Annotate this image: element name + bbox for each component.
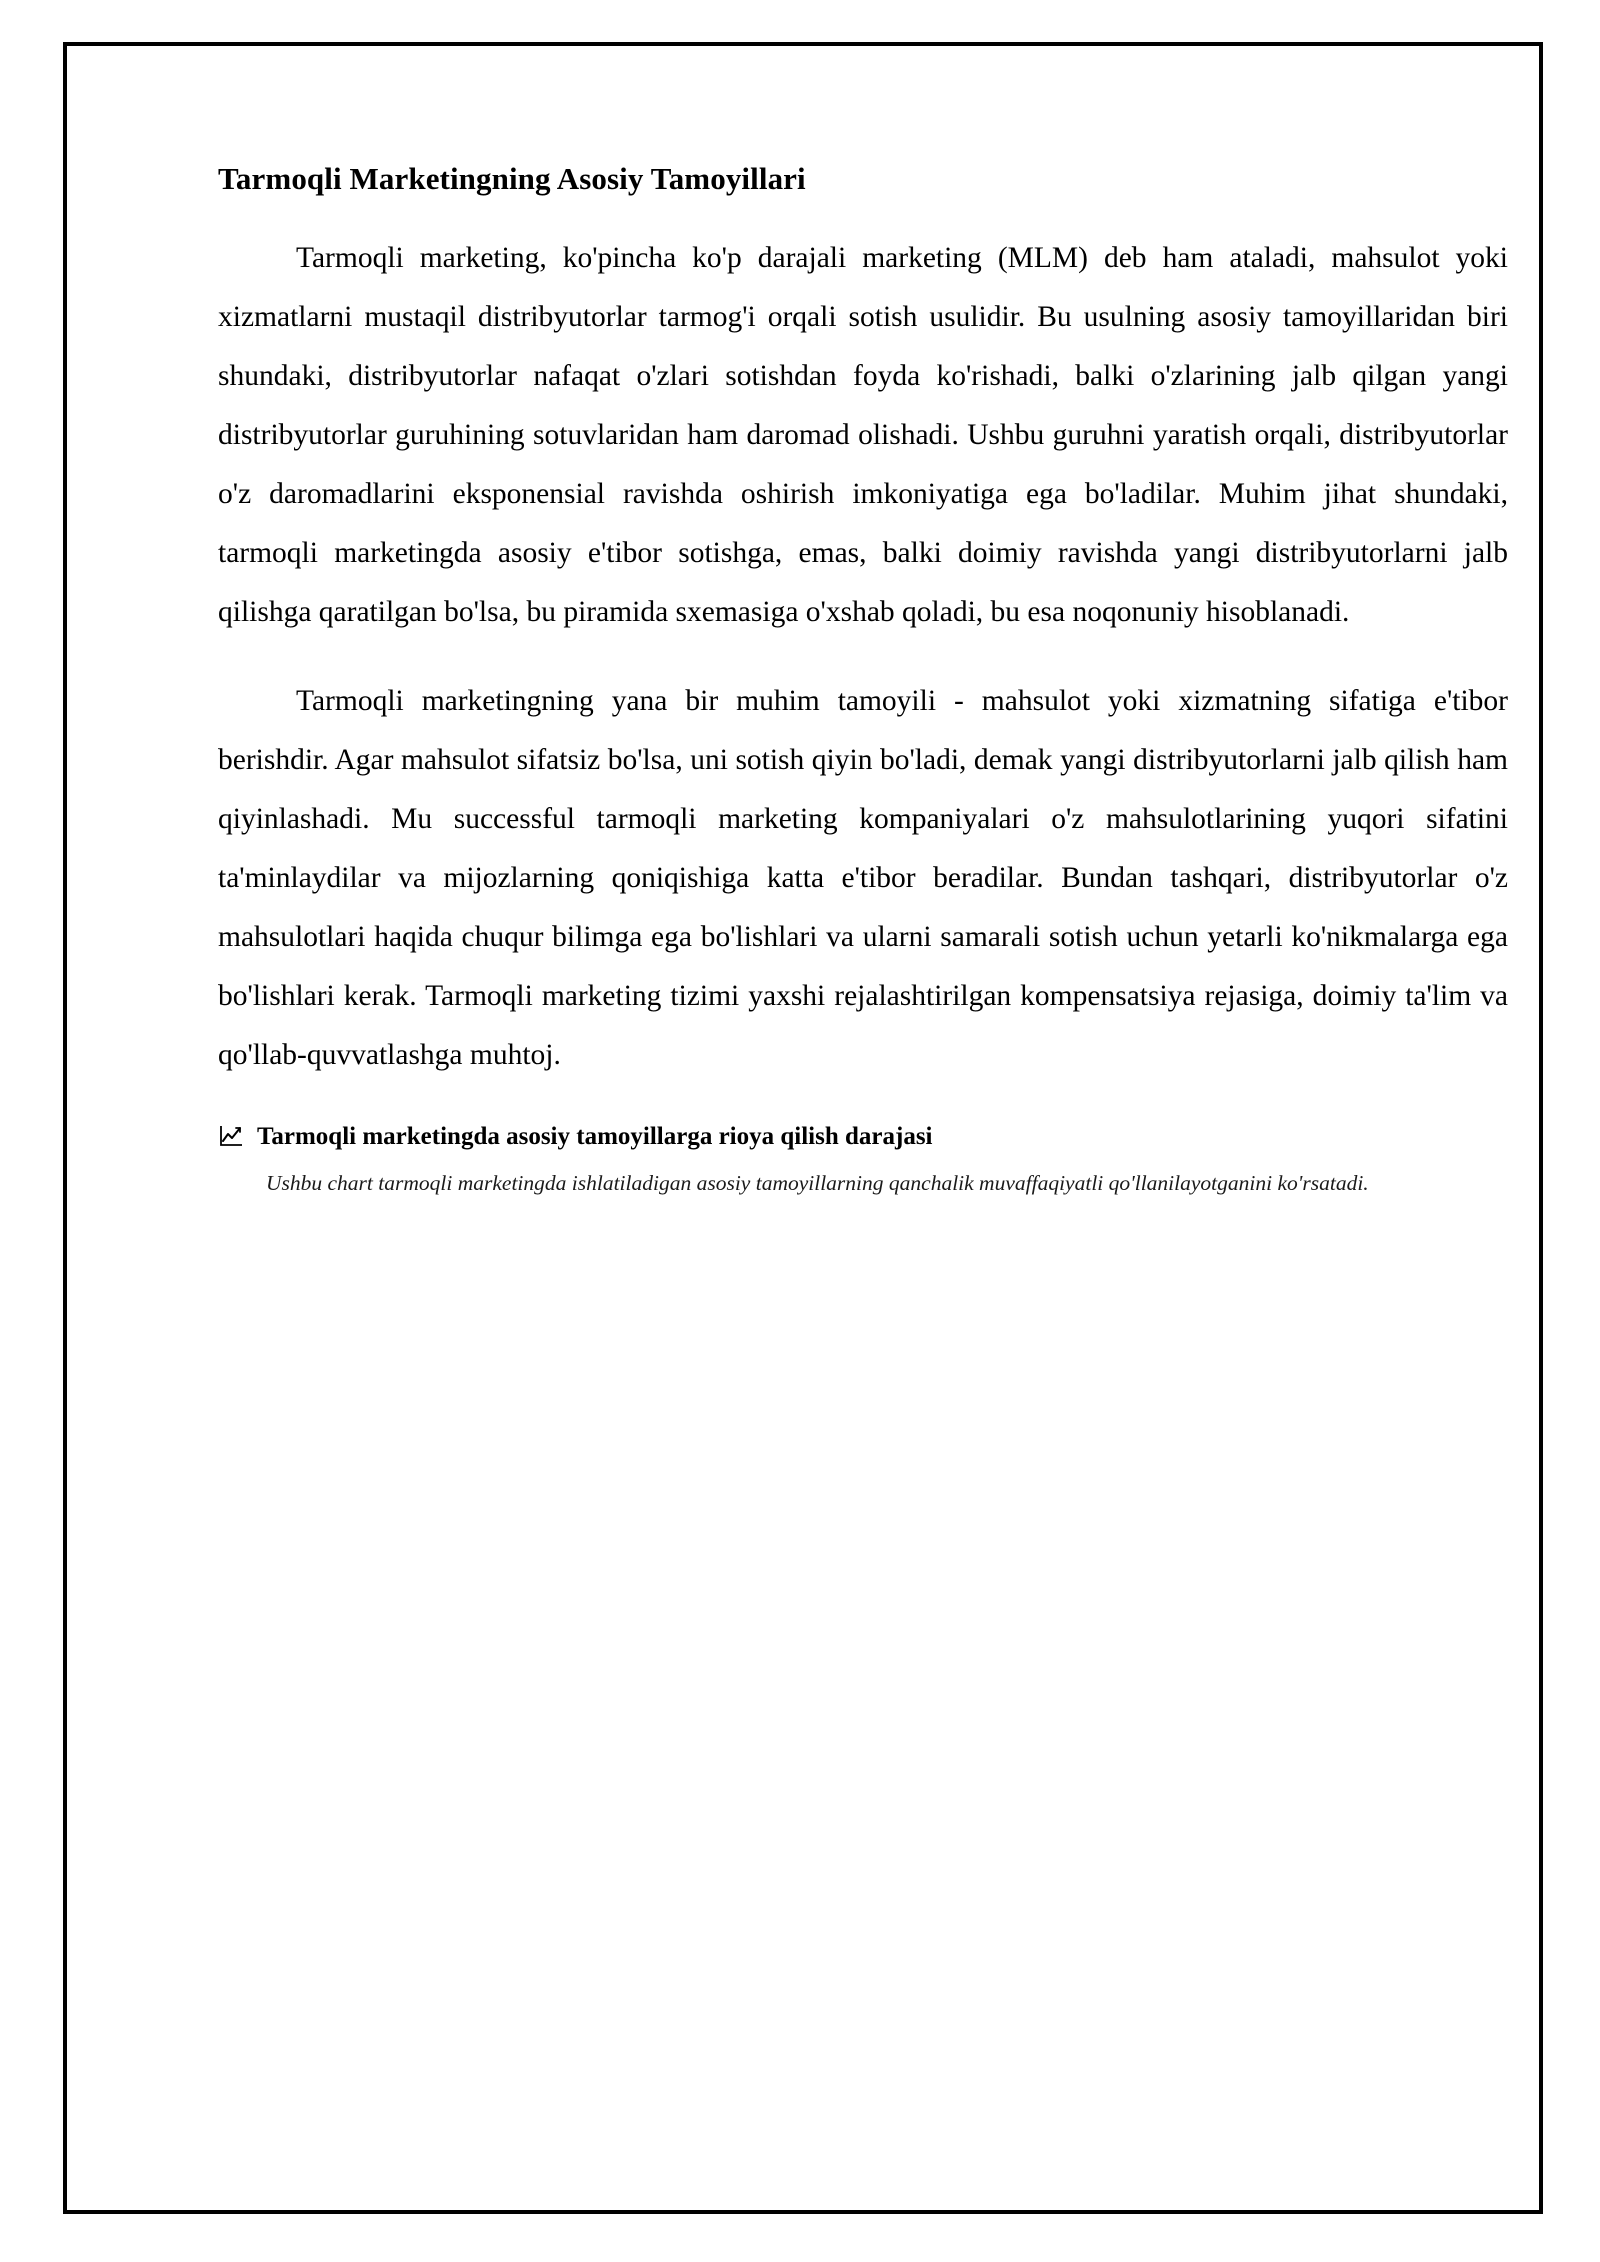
document-content <box>218 160 1508 1227</box>
chart-heading <box>218 1121 1488 1154</box>
line-chart-icon <box>218 1123 244 1149</box>
chart-heading-label: Tarmoqli marketingda asosiy tamoyillarga rioya qilish darajasi <box>257 1122 933 1150</box>
chart-placeholder-block <box>218 1121 1488 1201</box>
chart-caption: Ushbu chart tarmoqli marketingda ishlatiladigan asosiy tamoyillarning qanchalik muvaffaqiyatli qo'llanilayotganini ko'rsatadi. <box>266 1171 1369 1196</box>
body-paragraph-1: Tarmoqli marketing, ko'pincha ko'p darajali marketing (MLM) deb ham ataladi, mahsulot yoki xizmatlarni mustaqil distribyutorlar tarmog'i orqali sotish usulidir. Bu usulning asosiy tamoyillaridan biri shundaki, distribyutorlar nafaqat o'zlari sotishdan foyda ko'rishadi, balki o'zlarining jalb qilgan yangi distribyutorlar guruhining sotuvlaridan ham daromad olishadi. Ushbu guruhni yaratish orqali, distribyutorlar o'z daromadlarini eksponensial ravishda oshirish imkoniyatiga ega bo'ladilar. Muhim jihat shundaki, tarmoqli marketingda asosiy e'tibor sotishga, emas, balki doimiy ravishda yangi distribyutorlarni jalb qilishga qaratilgan bo'lsa, bu piramida sxemasiga o'xshab qoladi, bu esa noqonuniy hisoblanadi. <box>218 241 1508 628</box>
body-paragraph-2: Tarmoqli marketingning yana bir muhim tamoyili - mahsulot yoki xizmatning sifatiga e'tibor berishdir. Agar mahsulot sifatsiz bo'lsa, uni sotish qiyin bo'ladi, demak yangi distribyutorlarni jalb qilish ham qiyinlashadi. Mu successful tarmoqli marketing kompaniyalari o'z mahsulotlarining yuqori sifatini ta'minlaydilar va mijozlarning qoniqishiga katta e'tibor beradilar. Bundan tashqari, distribyutorlar o'z mahsulotlari haqida chuqur bilimga ega bo'lishlari va ularni samarali sotish uchun yetarli ko'nikmalarga ega bo'lishlari kerak. Tarmoqli marketing tizimi yaxshi rejalashtirilgan kompensatsiya rejasiga, doimiy ta'lim va qo'llab-quvvatlashga muhtoj. <box>218 684 1508 1071</box>
page-title: Tarmoqli Marketingning Asosiy Tamoyillari <box>218 161 806 196</box>
